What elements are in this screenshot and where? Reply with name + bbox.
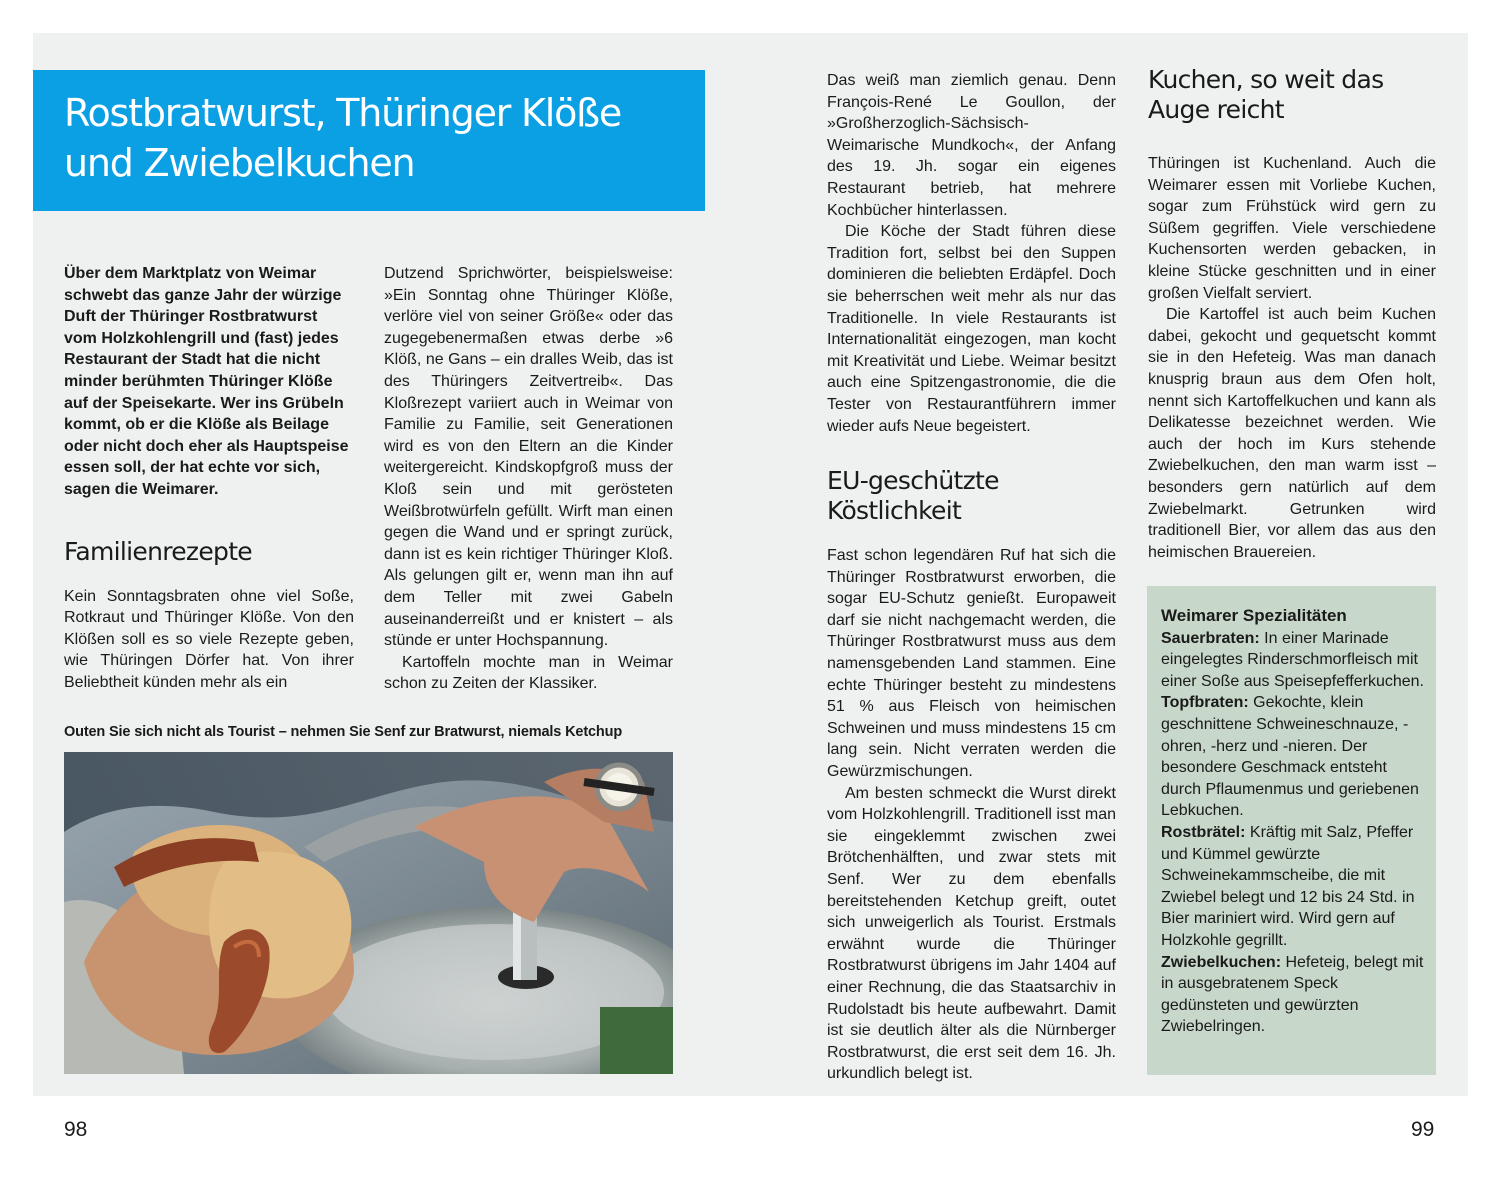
page-number-right: 99 (1411, 1118, 1435, 1141)
heading-eu-geschuetzt: EU-geschützte Köstlichkeit (827, 466, 999, 526)
paragraph-kuchenland: Thüringen ist Kuchenland. Auch die Weimarer essen mit Vorliebe Kuchen, sogar zum Frühstück wird gern zu Süßem gegriffen. Viele verschiedene Kuchensorten werden gebacken, in kleine Stücke geschnitten und in einer großen Vielfalt serviert. (1148, 155, 1436, 302)
heading-kuchen: Kuchen, so weit das Auge reicht (1148, 65, 1384, 124)
paragraph-sprichwoerter: Dutzend Sprichwörter, beispielsweise: »Ein Sonntag ohne Thüringer Klöße, verlöre viel von seiner Größe« oder das zugegebenermaßen etwas derbe »6 Klöß, ne Gans – ein dralles Weib, das ist des Thüringers Zeitvertreib«. Das Kloßrezept variiert auch in Weimar von Familie zu Familie, seit Generationen wird es von den Eltern an die Kinder weitergereicht. Kindskopfgroß muss der Kloß sein und mit gerösteten Weißbrotwürfeln gefüllt. Wirft man einen gegen die Wand und er springt zurück, dann ist es kein richtiger Thüringer Kloß. Als gelungen gilt er, wenn man ihn auf dem Teller mit zwei Gabeln auseinanderreißt und er knistert – als stünde er unter Hochspannung. (384, 265, 673, 650)
column-1 (64, 263, 354, 694)
paragraph-holzkohlengrill: Am besten schmeckt die Wurst direkt vom Holzkohlengrill. Traditionell isst man sie eingeklemmt zwischen zwei Brötchenhälften, und zwar stets mit Senf. Wer zu dem ebenfalls bereitstehenden Ketchup greift, outet sich unweigerlich als Tourist. Erstmals erwähnt wurde die Thüringer Rostbratwurst übrigens im Jahr 1404 auf einer Rechnung, die das Staatsarchiv in Rudolstadt bis heute aufbewahrt. Damit ist sie deutlich älter als die Nürnberger Rostbratwurst, die erst seit dem 16. Jh. urkundlich belegt ist. (827, 784, 1116, 1083)
column-2 (384, 263, 673, 695)
sidebar-title: Weimarer Spezialitäten (1161, 606, 1347, 625)
chapter-title: Rostbratwurst, Thüringer Klöße und Zwiebelkuchen (64, 91, 622, 185)
sidebar-content (1161, 605, 1429, 1038)
paragraph-koeche: Die Köche der Stadt führen diese Tradition fort, selbst bei den Suppen dominieren die beliebten Erdäpfel. Doch sie beherrschen weit mehr als nur das Traditionelle. In viele Restaurants ist Internationalität eingezogen, man kocht mit Kreativität und Liebe. Weimar besitzt auch eine Spitzengastronomie, die die Tester von Restaurantführern immer wieder aufs Neue begeistert. (827, 223, 1116, 435)
heading-familienrezepte: Familienrezepte (64, 536, 252, 566)
sidebar-item: Zwiebelkuchen: Hefeteig, belegt mit in ausgebratenem Speck gedünsteten und gewürzten Zwiebelringen. (1161, 953, 1424, 1036)
photo-caption: Outen Sie sich nicht als Tourist – nehmen Sie Senf zur Bratwurst, niemals Ketchup (64, 724, 623, 740)
paragraph-familienrezepte: Kein Sonntagsbraten ohne viel Soße, Rotkraut und Thüringer Klöße. Von den Klößen soll es so viele Rezepte geben, wie Thüringen Dörfer hat. Von ihrer Beliebtheit künden mehr als ein (64, 587, 354, 691)
paragraph-eu-schutz: Fast schon legendären Ruf hat sich die Thüringer Rostbratwurst erworben, die sogar EU-Schutz genießt. Europaweit darf sie nicht nachgemacht werden, die Thüringer Rostbratwurst muss aus dem namensgebenden Land stammen. Eine echte Thüringer besteht zu mindestens 51 % aus Fleisch von heimischen Schweinen und muss mindestens 15 cm lang sein. Nicht verraten werden die Gewürzmischungen. (827, 547, 1116, 781)
sidebar-item: Rostbrätel: Kräftig mit Salz, Pfeffer und Kümmel gewürzte Schweinekammscheibe, die mit Zwiebel belegt und 12 bis 24 Std. in Bier mariniert wird. Wird gern auf Holzkohle gegrillt. (1161, 823, 1415, 949)
paragraph-kartoffeln: Kartoffeln mochte man in Weimar schon zu Zeiten der Klassiker. (384, 653, 673, 693)
sidebar-item: Sauerbraten: In einer Marinade eingelegtes Rinderschmorfleisch mit einer Soße aus Speisepfefferkuchen. (1161, 629, 1424, 690)
column-4 (1148, 65, 1436, 563)
paragraph-kartoffelkuchen: Die Kartoffel ist auch beim Kuchen dabei, gekocht und gequetscht kommt sie in den Hefeteig. Was man danach knusprig braun aus dem Ofen holt, nennt sich Kartoffelkuchen und kann als Delikatesse bezeichnet werden. Wie auch der hoch im Kurs stehende Zwiebelkuchen, den man warm isst – besonders gern natürlich auf dem Zwiebelmarkt. Getrunken wird traditionell Bier, vor allem das aus den heimischen Brauereien. (1148, 306, 1436, 561)
sidebar-item: Topfbraten: Gekochte, klein geschnittene Schweineschnauze, -ohren, -herz und -nieren. Der besondere Geschmack entsteht durch Pflaumenmus und geriebenen Lebkuchen. (1161, 694, 1419, 820)
photo-bratwurst (64, 752, 673, 1074)
intro-paragraph: Über dem Marktplatz von Weimar schwebt das ganze Jahr der würzige Duft der Thüringer Rostbratwurst vom Holzkohlengrill und (fast) jedes Restaurant der Stadt hat die nicht minder berühmten Thüringer Klöße auf der Speisekarte. Wer ins Grübeln kommt, ob er die Klöße als Beilage oder nicht doch eher als Hauptspeise essen soll, der hat echte vor sich, sagen die Weimarer. (64, 265, 349, 498)
column-3 (827, 70, 1116, 1085)
paragraph-le-goullon: Das weiß man ziemlich genau. Denn François-René Le Goullon, der »Großherzoglich-Sächsisch-Weimarische Mundkoch«, der Anfang des 19. Jh. sogar ein eigenes Restaurant betrieb, hat mehrere Kochbücher hinterlassen. (827, 72, 1116, 219)
page-number-left: 98 (64, 1118, 88, 1141)
